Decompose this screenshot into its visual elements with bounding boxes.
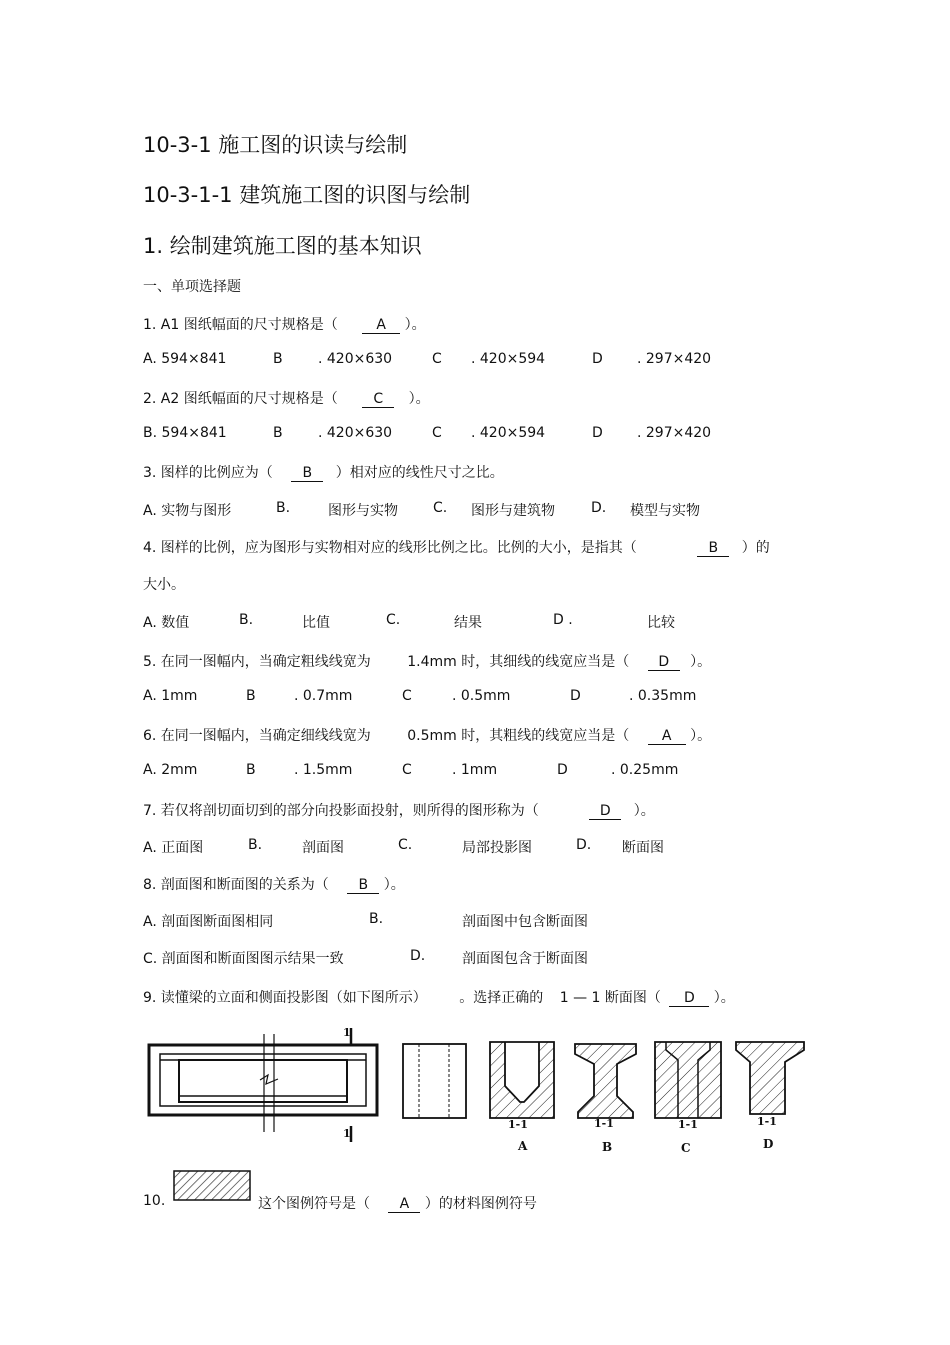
material-legend-hatch-symbol xyxy=(173,1170,253,1202)
option-d: 比较 xyxy=(647,615,675,631)
option-d-letter: D. xyxy=(576,837,592,853)
option-d: . 0.35mm xyxy=(629,688,697,704)
section-label-b: 1-1 xyxy=(594,1117,614,1130)
option-d: . 297×420 xyxy=(637,425,712,441)
question-9-answer: D xyxy=(669,991,709,1007)
option-letter-b: B xyxy=(602,1140,613,1154)
section-option-b xyxy=(575,1044,636,1118)
question-8 xyxy=(143,874,405,894)
option-a: A. 实物与图形 xyxy=(143,503,232,519)
question-5-answer: D xyxy=(648,655,680,671)
option-b-letter: B. xyxy=(276,500,291,516)
option-d-letter: D xyxy=(592,351,603,367)
question-10-text: 这个图例符号是（ xyxy=(258,1196,370,1212)
option-b: 剖面图 xyxy=(302,840,344,856)
option-d-letter: D xyxy=(592,425,603,441)
question-8-end: ）。 xyxy=(383,877,405,893)
question-9 xyxy=(143,987,735,1007)
question-7-text: 7. 若仅将剖切面切到的部分向投影面投射，则所得的图形称为（ xyxy=(143,803,539,819)
option-b: 图形与实物 xyxy=(328,503,398,519)
question-9-end: ）。 xyxy=(713,990,735,1006)
option-d-letter: D. xyxy=(410,948,426,964)
option-b-letter: B xyxy=(246,688,256,704)
option-a: A. 剖面图断面图相同 xyxy=(143,914,274,930)
question-3-answer: B xyxy=(291,466,323,482)
question-1-end: ）。 xyxy=(404,317,426,333)
question-4-end: ）的 xyxy=(741,540,770,556)
option-b-letter: B xyxy=(273,425,283,441)
option-a: A. 正面图 xyxy=(143,840,204,856)
question-10-number: 10. xyxy=(143,1193,166,1209)
beam-side-view xyxy=(403,1044,466,1118)
option-d: 断面图 xyxy=(622,840,664,856)
question-1-answer: A xyxy=(362,318,400,334)
section-heading-10-3-1-1: 10-3-1-1 建筑施工图的识图与绘制 xyxy=(143,183,471,207)
section-label-c: 1-1 xyxy=(678,1118,698,1131)
option-b: . 420×630 xyxy=(318,351,393,367)
question-6-answer: A xyxy=(648,729,686,745)
option-b: . 0.7mm xyxy=(294,688,353,704)
question-6-text: 6. 在同一图幅内，当确定细线线宽为 xyxy=(143,728,371,744)
option-c: 局部投影图 xyxy=(462,840,532,856)
question-4 xyxy=(143,537,770,557)
question-1-text: 1. A1 图纸幅面的尺寸规格是（ xyxy=(143,317,338,333)
option-b-letter: B. xyxy=(248,837,263,853)
option-d-letter: D. xyxy=(591,500,607,516)
beam-elevation-view xyxy=(149,1028,377,1142)
question-7 xyxy=(143,800,655,820)
option-d: . 0.25mm xyxy=(611,762,679,778)
question-8-text: 8. 剖面图和断面图的关系为（ xyxy=(143,877,329,893)
section-mark-top: 1 xyxy=(343,1026,351,1039)
question-6 xyxy=(143,725,711,745)
question-5-text: 5. 在同一图幅内，当确定粗线线宽为 xyxy=(143,654,371,670)
option-d: 模型与实物 xyxy=(630,503,700,519)
question-4-continuation: 大小。 xyxy=(143,577,185,593)
question-2-end: ）。 xyxy=(408,391,430,407)
option-c: 图形与建筑物 xyxy=(471,503,555,519)
option-d: 剖面图包含于断面图 xyxy=(462,951,588,967)
option-c-letter: C xyxy=(402,688,412,704)
option-d-letter: D xyxy=(570,688,581,704)
option-c-letter: C. xyxy=(386,612,401,628)
section-option-a xyxy=(490,1042,554,1118)
option-c-letter: C xyxy=(402,762,412,778)
section-option-c xyxy=(655,1042,721,1118)
option-a: B. 594×841 xyxy=(143,425,227,441)
question-7-end: ）。 xyxy=(633,803,655,819)
option-c: . 420×594 xyxy=(471,425,546,441)
option-a: A. 1mm xyxy=(143,688,198,704)
section-label-d: 1-1 xyxy=(757,1115,777,1128)
option-c-letter: C. xyxy=(398,837,413,853)
section-label-a: 1-1 xyxy=(508,1118,528,1131)
option-a: A. 594×841 xyxy=(143,351,227,367)
option-c-letter: C xyxy=(432,351,442,367)
option-b-letter: B. xyxy=(369,911,384,927)
question-7-answer: D xyxy=(589,804,621,820)
option-b-letter: B. xyxy=(239,612,254,628)
option-letter-a: A xyxy=(518,1139,528,1153)
option-d: . 297×420 xyxy=(637,351,712,367)
option-b: 剖面图中包含断面图 xyxy=(462,914,588,930)
question-9-text-cont: 。选择正确的 xyxy=(459,990,544,1006)
option-letter-c: C xyxy=(681,1141,691,1155)
section-label-single-choice: 一、单项选择题 xyxy=(143,279,241,295)
question-10-end: ）的材料图例符号 xyxy=(424,1196,537,1212)
section-heading-basic-knowledge: 1. 绘制建筑施工图的基本知识 xyxy=(143,234,422,258)
question-3 xyxy=(143,462,504,482)
option-c: C. 剖面图和断面图图示结果一致 xyxy=(143,951,344,967)
section-mark-bottom: 1 xyxy=(343,1127,351,1140)
option-d-letter: D . xyxy=(553,612,573,628)
question-4-text: 4. 图样的比例，应为图形与实物相对应的线形比例之比。比例的大小，是指其（ xyxy=(143,540,637,556)
question-10 xyxy=(258,1193,537,1213)
question-8-answer: B xyxy=(347,878,379,894)
option-c-letter: C. xyxy=(433,500,448,516)
option-b: . 420×630 xyxy=(318,425,393,441)
option-a: A. 2mm xyxy=(143,762,198,778)
option-c: . 1mm xyxy=(452,762,498,778)
question-2-text: 2. A2 图纸幅面的尺寸规格是（ xyxy=(143,391,338,407)
option-c: . 0.5mm xyxy=(452,688,511,704)
question-4-answer: B xyxy=(697,541,729,557)
question-5-text-cont: 1.4mm 时，其细线的线宽应当是（ xyxy=(407,654,630,670)
option-b-letter: B xyxy=(273,351,283,367)
option-b: 比值 xyxy=(302,615,330,631)
question-1 xyxy=(143,314,426,334)
question-5-end: ）。 xyxy=(690,654,712,670)
option-c: 结果 xyxy=(454,615,482,631)
question-9-text: 9. 读懂梁的立面和侧面投影图（如下图所示） xyxy=(143,990,427,1006)
option-d-letter: D xyxy=(557,762,568,778)
option-a: A. 数值 xyxy=(143,615,190,631)
question-10-answer: A xyxy=(388,1197,420,1213)
section-option-d xyxy=(736,1042,804,1114)
question-2 xyxy=(143,388,430,408)
option-b: . 1.5mm xyxy=(294,762,353,778)
question-6-text-cont: 0.5mm 时，其粗线的线宽应当是（ xyxy=(407,728,630,744)
question-3-text: 3. 图样的比例应为（ xyxy=(143,465,273,481)
question-3-end: ）相对应的线性尺寸之比。 xyxy=(335,465,504,481)
option-letter-d: D xyxy=(763,1137,774,1151)
question-2-answer: C xyxy=(362,392,394,408)
option-c: . 420×594 xyxy=(471,351,546,367)
question-6-end: ）。 xyxy=(690,728,712,744)
beam-projection-figure xyxy=(140,1020,820,1160)
section-heading-10-3-1: 10-3-1 施工图的识读与绘制 xyxy=(143,133,408,157)
question-9-text-cont-2: 1 — 1 断面图（ xyxy=(559,990,661,1006)
option-c-letter: C xyxy=(432,425,442,441)
option-b-letter: B xyxy=(246,762,256,778)
question-5 xyxy=(143,651,711,671)
